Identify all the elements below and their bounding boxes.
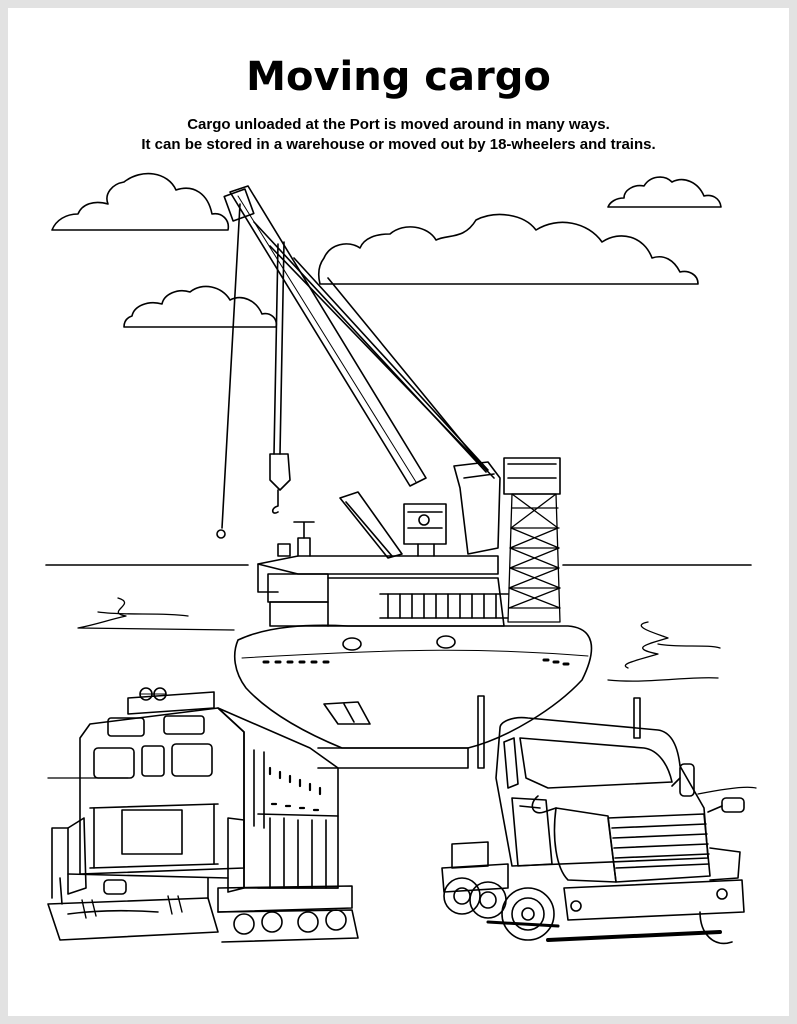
subtitle-line-1: Cargo unloaded at the Port is moved around in many ways. [187,116,610,133]
clouds [52,174,721,327]
cloud-middle [319,215,698,284]
crane-hook [270,454,290,490]
locomotive [48,688,358,942]
coloring-page [8,8,789,1016]
page-title: Moving cargo [246,54,551,100]
crane-hook-cable [274,244,278,454]
crane-cable-left [222,204,240,528]
cloud-left-top [52,174,228,230]
crane-lattice-tower [508,494,560,622]
locomotive-pilot [48,898,218,940]
ship-bridge [258,556,498,574]
truck-bumper [564,880,744,920]
port-illustration [8,8,789,1016]
semi-truck [442,696,744,943]
locomotive-hood [218,708,338,888]
cloud-right-top [608,177,721,207]
subtitle-line-2: It can be stored in a warehouse or moved out by 18-wheelers and trains. [141,136,656,153]
ship-hull [235,625,592,748]
cloud-left-bottom [124,286,276,327]
truck-cab [496,718,708,866]
locomotive-cab [80,708,244,874]
truck-windshield [520,738,672,788]
